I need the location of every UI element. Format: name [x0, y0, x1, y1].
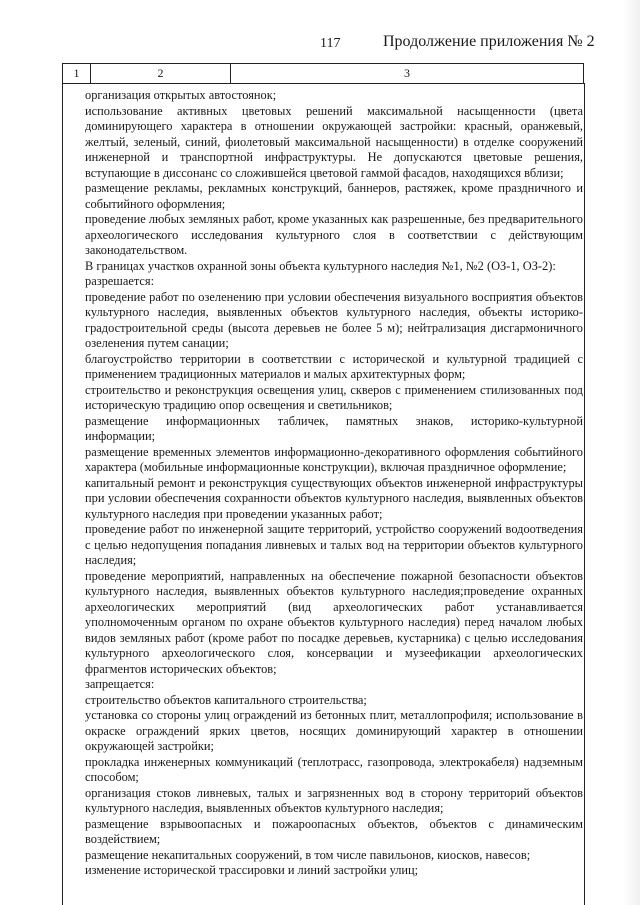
appendix-label: Продолжение приложения № 2: [383, 33, 595, 50]
paragraph: изменение исторической трассировки и линий застройки улиц;: [85, 863, 419, 877]
paragraph: организация открытых автостоянок;: [85, 88, 277, 102]
column-3-number: 3: [231, 64, 584, 84]
scan-edge-shadow: [622, 0, 640, 905]
paragraph: строительство и реконструкция освещения улиц, скверов с применением стилизованных под историческую традицию опор освещения и светильников;: [85, 382, 583, 412]
paragraph: установка со стороны улиц ограждений из бетонных плит, металлопрофиля; использование в окраске ограждений ярких цветов, носящих доминирующий характер в отношении окружающей застройки;: [85, 708, 583, 753]
column-2-number: 2: [91, 64, 231, 84]
paragraph: проведение работ по инженерной защите территорий, устройство сооружений водоотведения с целью недопущения попадания ливневых и талых вод на территории объектов культурного наследия;: [85, 522, 583, 567]
paragraph: капитальный ремонт и реконструкция существующих объектов инженерной инфраструктуры при условии обеспечения сохранности объектов культурного наследия, выявленных объектов культурного наследия при проведении указанных работ;: [85, 475, 583, 521]
paragraph: использование активных цветовых решений максимальной насыщенности (цвета доминирующего характера в отношении окружающей застройки: красный, оранжевый, желтый, зеленый, синий, фиолетовый максимальной насыщенности) в отделке сооружений инженерной и транспортной инфраструктуры. Не допускаются цветовые решения, вступающие в диссонанс со сложившейся цветовой гаммой фасадов, находящихся вблизи;: [85, 103, 583, 180]
paragraph: проведение работ по озеленению при условии обеспечения визуального восприятия объектов культурного наследия, выявленных объектов культурного наследия, объекты историко-градостроительной среды (высота деревьев не более 5 м); нейтрализация дисгармоничного озеленения путем санации;: [85, 289, 583, 350]
column-3-text: [85, 88, 583, 879]
column-number-header: [62, 63, 584, 84]
paragraph: В границах участков охранной зоны объекта культурного наследия №1, №2 (ОЗ-1, ОЗ-2):: [85, 258, 556, 273]
paragraph: строительство объектов капитального строительства;: [85, 692, 367, 707]
paragraph: организация стоков ливневых, талых и загрязненных вод в сторону территорий объектов культурного наследия, выявленных объектов культурного наследия;: [85, 785, 583, 815]
paragraph: разрешается:: [85, 274, 155, 288]
page-number: 117: [320, 36, 341, 51]
paragraph: размещение информационных табличек, памятных знаков, историко-культурной информации;: [85, 413, 583, 443]
paragraph: запрещается:: [85, 677, 155, 691]
paragraph: проведение мероприятий, направленных на обеспечение пожарной безопасности объектов культурного наследия, выявленных объектов культурного наследия;проведение охранных археологических мероприятий (вид археологических работ устанавливается уполномоченным органом по охране объектов культурного наследия) перед началом любых видов земляных работ (кроме работ по посадке деревьев, кустарника) с целью исследования культурного археологического слоя, консервации и музеефикации археологических фрагментов исторических объектов;: [85, 568, 583, 676]
paragraph: размещение рекламы, рекламных конструкций, баннеров, растяжек, кроме праздничного и событийного оформления;: [85, 181, 583, 211]
paragraph: благоустройство территории в соответствии с исторической и культурной традицией с применением традиционных материалов и малых архитектурных форм;: [85, 351, 583, 381]
paragraph: размещение временных элементов информационно-декоративного оформления событийного характера (мобильные информационные конструкции), включая праздничное оформление;: [85, 444, 583, 474]
paragraph: проведение любых земляных работ, кроме указанных как разрешенные, без предварительного археологического исследования культурного слоя в соответствии с действующим законодательством.: [85, 212, 583, 257]
paragraph: прокладка инженерных коммуникаций (теплотрасс, газопровода, электрокабеля) надземным способом;: [85, 754, 583, 784]
paragraph: размещение некапитальных сооружений, в том числе павильонов, киосков, навесов;: [85, 847, 531, 862]
column-1-number: 1: [63, 64, 91, 84]
paragraph: размещение взрывоопасных и пожароопасных объектов, объектов с динамическим воздействием;: [85, 816, 583, 846]
